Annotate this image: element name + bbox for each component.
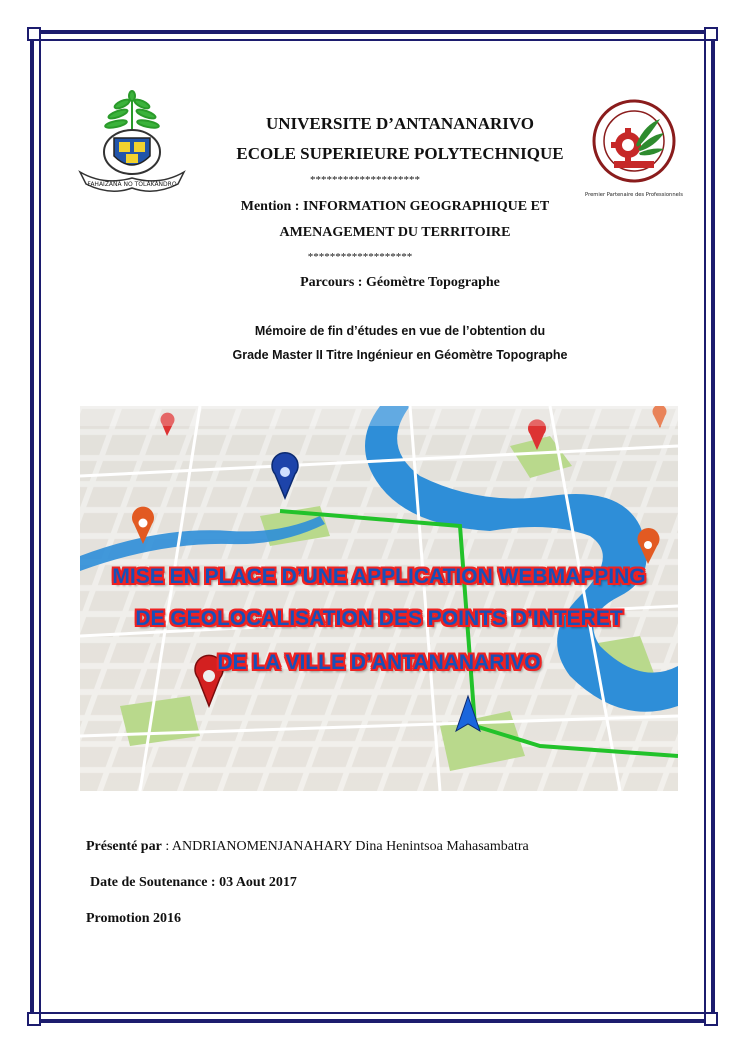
cover-title-line-3: DE LA VILLE D’ANTANANARIVO — [217, 651, 541, 674]
frame-corner-top-left — [27, 27, 41, 41]
memoire-line-2: Grade Master II Titre Ingénieur en Géomètre Topographe — [232, 348, 568, 362]
presented-value: : ANDRIANOMENJANAHARY Dina Henintsoa Mahasambatra — [161, 839, 529, 854]
promotion: Promotion 2016 — [86, 911, 182, 926]
presented-by — [86, 839, 529, 855]
frame-corner-top-right — [704, 27, 718, 41]
separator-stars-2: ******************* — [307, 251, 413, 263]
cover-map-image — [80, 406, 678, 791]
parcours: Parcours : Géomètre Topographe — [300, 275, 500, 290]
defense-date: Date de Soutenance : 03 Aout 2017 — [90, 875, 297, 890]
frame-corner-bottom-right — [704, 1012, 718, 1026]
espa-caption: Premier Partenaire des Professionnels — [585, 192, 683, 198]
university-name: UNIVERSITE D’ANTANANARIVO — [265, 114, 535, 133]
frame-corner-bottom-left — [27, 1012, 41, 1026]
university-logo — [74, 90, 190, 200]
school-name: ECOLE SUPERIEURE POLYTECHNIQUE — [236, 144, 564, 163]
university-motto: FAHAIZANA NO TOLAKANDRO — [87, 181, 177, 188]
cover-title-line-2: DE GEOLOCALISATION DES POINTS D’INTERET — [135, 607, 623, 630]
separator-stars-1: ******************** — [310, 174, 420, 186]
presented-label: Présenté par — [86, 839, 162, 854]
mention-line-2: AMENAGEMENT DU TERRITOIRE — [279, 225, 511, 240]
memoire-line-1: Mémoire de fin d’études en vue de l’obtention du — [254, 324, 546, 338]
mention-line-1: Mention : INFORMATION GEOGRAPHIQUE ET — [240, 199, 550, 214]
cover-title-line-1: MISE EN PLACE D’UNE APPLICATION WEBMAPPING — [112, 565, 646, 588]
